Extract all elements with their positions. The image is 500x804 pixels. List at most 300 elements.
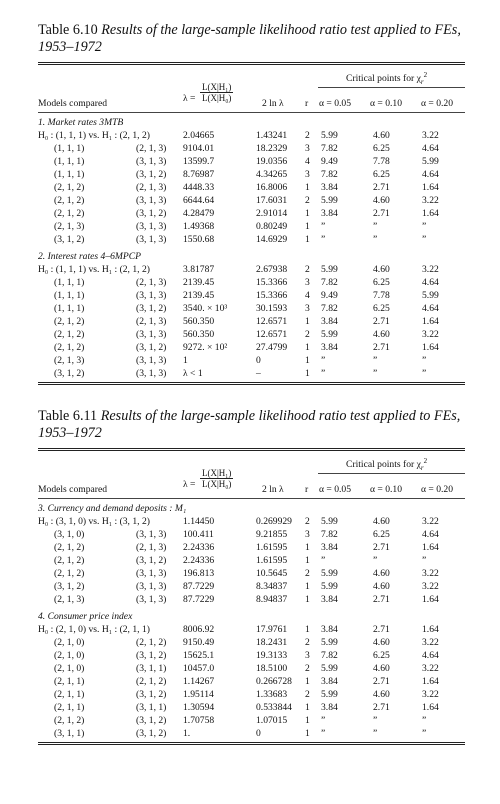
alpha-005-cell: 3.84 xyxy=(321,542,338,553)
model-h0-cell: (2, 1, 1) xyxy=(54,689,85,700)
two-ln-lambda-cell: 19.0356 xyxy=(256,156,288,167)
two-ln-lambda-cell: 14.6929 xyxy=(256,234,288,245)
r-cell: 1 xyxy=(305,208,310,219)
alpha-005-cell: 7.82 xyxy=(321,143,338,154)
model-h0-cell: H₀ : (3, 1, 0) vs. H₁ : (3, 1, 2) xyxy=(38,516,150,527)
alpha-010-cell: ” xyxy=(373,355,378,366)
alpha-005-cell: 7.82 xyxy=(321,169,338,180)
alpha-010-cell: 4.60 xyxy=(373,329,390,340)
alpha-005-cell: 5.99 xyxy=(321,689,338,700)
alpha-020-cell: 3.22 xyxy=(422,516,439,527)
alpha-010-cell: 6.25 xyxy=(373,650,390,661)
alpha-010-cell: 6.25 xyxy=(373,303,390,314)
model-h0-cell: (3, 1, 2) xyxy=(54,234,85,245)
lambda-numerator: L(X|H₁) xyxy=(202,468,232,478)
model-h0-cell: (2, 1, 0) xyxy=(54,637,85,648)
col-alpha-020: α = 0.20 xyxy=(421,484,454,495)
model-h0-cell: (1, 1, 1) xyxy=(54,143,85,154)
header-rule xyxy=(38,498,465,499)
r-cell: 3 xyxy=(305,529,310,540)
model-h0-cell: (2, 1, 2) xyxy=(54,195,85,206)
critical-points-rule xyxy=(318,473,465,474)
lambda-denominator: L(X|H₀) xyxy=(202,479,232,489)
two-ln-lambda-cell: 18.2329 xyxy=(256,143,288,154)
alpha-005-cell: ” xyxy=(321,355,326,366)
model-h0-cell: (1, 1, 1) xyxy=(54,156,85,167)
two-ln-lambda-cell: 15.3366 xyxy=(256,277,288,288)
r-cell: 2 xyxy=(305,516,310,527)
two-ln-lambda-cell: 4.34265 xyxy=(256,169,288,180)
alpha-020-cell: 3.22 xyxy=(422,195,439,206)
alpha-020-cell: 5.99 xyxy=(422,290,439,301)
alpha-020-cell: 1.64 xyxy=(422,594,439,605)
lambda-cell: 1. xyxy=(183,728,191,739)
table-caption-line1: Results of the large-sample likelihood ratio test applied to FEs, xyxy=(100,408,461,424)
table-caption-line1: Results of the large-sample likelihood ratio test applied to FEs, xyxy=(101,22,461,38)
lambda-fraction xyxy=(200,82,233,103)
alpha-010-cell: ” xyxy=(373,368,378,379)
model-h1-cell: (3, 1, 1) xyxy=(136,663,167,674)
alpha-020-cell: ” xyxy=(422,555,427,566)
r-cell: 2 xyxy=(305,195,310,206)
model-h1-cell: (3, 1, 2) xyxy=(136,728,167,739)
lambda-cell: 560.350 xyxy=(183,329,215,340)
col-r: r xyxy=(305,98,309,109)
model-h0-cell: (2, 1, 2) xyxy=(54,182,85,193)
lambda-cell: 1.49368 xyxy=(183,221,215,232)
alpha-020-cell: 1.64 xyxy=(422,208,439,219)
lambda-cell: 9104.01 xyxy=(183,143,215,154)
lambda-cell: 2.24336 xyxy=(183,555,215,566)
model-h1-cell: (3, 1, 3) xyxy=(136,156,167,167)
model-h1-cell: (3, 1, 3) xyxy=(136,221,167,232)
two-ln-lambda-cell: 0.533844 xyxy=(256,702,292,713)
two-ln-lambda-cell: 2.91014 xyxy=(256,208,288,219)
r-cell: 1 xyxy=(305,594,310,605)
alpha-020-cell: 1.64 xyxy=(422,316,439,327)
model-h1-cell: (2, 1, 3) xyxy=(136,316,167,327)
r-cell: 1 xyxy=(305,355,310,366)
alpha-020-cell: 4.64 xyxy=(422,529,439,540)
lambda-cell: 3540. × 10³ xyxy=(183,303,228,314)
col-alpha-005: α = 0.05 xyxy=(319,484,352,495)
model-h0-cell: (2, 1, 3) xyxy=(54,221,85,232)
alpha-005-cell: 9.49 xyxy=(321,156,338,167)
section-4-title: 4. Consumer price index xyxy=(38,611,133,622)
alpha-010-cell: ” xyxy=(373,555,378,566)
lambda-cell: 1.14450 xyxy=(183,516,215,527)
lambda-cell: 8006.92 xyxy=(183,624,215,635)
alpha-020-cell: 3.22 xyxy=(422,329,439,340)
two-ln-lambda-cell: 8.34837 xyxy=(256,581,288,592)
alpha-020-cell: 3.22 xyxy=(422,637,439,648)
lambda-cell: 87.7229 xyxy=(183,594,215,605)
r-cell: 1 xyxy=(305,624,310,635)
two-ln-lambda-cell: – xyxy=(256,368,261,379)
model-h0-cell: (1, 1, 1) xyxy=(54,290,85,301)
alpha-020-cell: 3.22 xyxy=(422,689,439,700)
r-cell: 3 xyxy=(305,650,310,661)
model-h0-cell: (2, 1, 2) xyxy=(54,555,85,566)
table-caption-line2: 1953–1972 xyxy=(38,425,102,441)
alpha-020-cell: ” xyxy=(422,368,427,379)
alpha-010-cell: 4.60 xyxy=(373,637,390,648)
alpha-020-cell: 3.22 xyxy=(422,264,439,275)
model-h1-cell: (2, 1, 3) xyxy=(136,182,167,193)
alpha-005-cell: 5.99 xyxy=(321,329,338,340)
col-alpha-010: α = 0.10 xyxy=(370,484,403,495)
r-cell: 3 xyxy=(305,169,310,180)
alpha-005-cell: 7.82 xyxy=(321,277,338,288)
r-cell: 2 xyxy=(305,568,310,579)
two-ln-lambda-cell: 0 xyxy=(256,728,261,739)
alpha-010-cell: 4.60 xyxy=(373,195,390,206)
alpha-005-cell: 5.99 xyxy=(321,195,338,206)
lambda-cell: 4448.33 xyxy=(183,182,215,193)
r-cell: 1 xyxy=(305,581,310,592)
r-cell: 2 xyxy=(305,264,310,275)
model-h0-cell: (2, 1, 2) xyxy=(54,715,85,726)
r-cell: 1 xyxy=(305,702,310,713)
col-alpha-020: α = 0.20 xyxy=(421,98,454,109)
model-h1-cell: (3, 1, 3) xyxy=(136,329,167,340)
model-h1-cell: (3, 1, 3) xyxy=(136,529,167,540)
alpha-005-cell: 3.84 xyxy=(321,702,338,713)
alpha-005-cell: 5.99 xyxy=(321,516,338,527)
two-ln-lambda-cell: 19.3133 xyxy=(256,650,288,661)
alpha-005-cell: 5.99 xyxy=(321,581,338,592)
alpha-010-cell: 2.71 xyxy=(373,624,390,635)
lambda-cell: 196.813 xyxy=(183,568,215,579)
alpha-005-cell: 5.99 xyxy=(321,663,338,674)
alpha-010-cell: 4.60 xyxy=(373,516,390,527)
lambda-cell: 1.95114 xyxy=(183,689,214,700)
model-h1-cell: (2, 1, 3) xyxy=(136,542,167,553)
alpha-020-cell: ” xyxy=(422,234,427,245)
alpha-005-cell: 5.99 xyxy=(321,264,338,275)
alpha-020-cell: 4.64 xyxy=(422,650,439,661)
model-h0-cell: H₀ : (1, 1, 1) vs. H₁ : (2, 1, 2) xyxy=(38,264,150,275)
alpha-005-cell: 7.82 xyxy=(321,529,338,540)
model-h1-cell: (3, 1, 3) xyxy=(136,234,167,245)
alpha-005-cell: ” xyxy=(321,728,326,739)
alpha-020-cell: 4.64 xyxy=(422,143,439,154)
alpha-020-cell: 5.99 xyxy=(422,156,439,167)
model-h1-cell: (3, 1, 3) xyxy=(136,290,167,301)
lambda-cell: 1.70758 xyxy=(183,715,215,726)
alpha-010-cell: 2.71 xyxy=(373,702,390,713)
model-h0-cell: (2, 1, 2) xyxy=(54,542,85,553)
alpha-005-cell: 3.84 xyxy=(321,182,338,193)
alpha-005-cell: ” xyxy=(321,555,326,566)
two-ln-lambda-cell: 8.94837 xyxy=(256,594,288,605)
table-6-11-title xyxy=(38,408,478,442)
r-cell: 1 xyxy=(305,715,310,726)
r-cell: 1 xyxy=(305,342,310,353)
table-number: Table 6.10 xyxy=(38,22,98,38)
col-2lnlambda: 2 ln λ xyxy=(262,98,284,109)
lambda-cell: 10457.0 xyxy=(183,663,215,674)
alpha-005-cell: 3.84 xyxy=(321,342,338,353)
lambda-fraction xyxy=(200,468,233,489)
lambda-cell: 1 xyxy=(183,355,188,366)
model-h0-cell: H₀ : (2, 1, 0) vs. H₁ : (2, 1, 1) xyxy=(38,624,150,635)
lambda-cell: 2139.45 xyxy=(183,290,215,301)
alpha-005-cell: 7.82 xyxy=(321,303,338,314)
critical-points-rule xyxy=(318,87,465,88)
alpha-005-cell: 3.84 xyxy=(321,316,338,327)
col-r: r xyxy=(305,484,309,495)
critical-points-header: Critical points for $\chi_r^2$ xyxy=(346,71,428,87)
model-h0-cell: (2, 1, 3) xyxy=(54,594,85,605)
model-h1-cell: (3, 1, 2) xyxy=(136,689,167,700)
model-h0-cell: (2, 1, 2) xyxy=(54,568,85,579)
r-cell: 1 xyxy=(305,555,310,566)
model-h0-cell: (2, 1, 2) xyxy=(54,329,85,340)
lambda-cell: 6644.64 xyxy=(183,195,215,206)
alpha-020-cell: 3.22 xyxy=(422,581,439,592)
alpha-010-cell: 6.25 xyxy=(373,277,390,288)
model-h1-cell: (2, 1, 3) xyxy=(136,277,167,288)
alpha-005-cell: 5.99 xyxy=(321,568,338,579)
lambda-denominator: L(X|H₀) xyxy=(202,93,232,103)
r-cell: 2 xyxy=(305,663,310,674)
critical-points-header: Critical points for $\chi_r^2$ xyxy=(346,457,428,473)
alpha-010-cell: ” xyxy=(373,221,378,232)
section-2-title: 2. Interest rates 4–6MPCP xyxy=(38,251,142,262)
alpha-005-cell: ” xyxy=(321,368,326,379)
alpha-005-cell: 7.82 xyxy=(321,650,338,661)
section-1-title: 1. Market rates 3MTB xyxy=(38,117,124,128)
lambda-cell: 1550.68 xyxy=(183,234,215,245)
two-ln-lambda-cell: 10.5645 xyxy=(256,568,288,579)
two-ln-lambda-cell: 1.07015 xyxy=(256,715,288,726)
two-ln-lambda-cell: 18.5100 xyxy=(256,663,288,674)
col-models-compared: Models compared xyxy=(38,98,108,109)
r-cell: 1 xyxy=(305,368,310,379)
two-ln-lambda-cell: 17.6031 xyxy=(256,195,288,206)
model-h1-cell: (3, 1, 2) xyxy=(136,342,167,353)
two-ln-lambda-cell: 1.61595 xyxy=(256,555,288,566)
alpha-020-cell: ” xyxy=(422,715,427,726)
alpha-005-cell: ” xyxy=(321,234,326,245)
two-ln-lambda-cell: 0 xyxy=(256,355,261,366)
alpha-020-cell: 3.22 xyxy=(422,568,439,579)
model-h0-cell: (3, 1, 2) xyxy=(54,368,85,379)
model-h0-cell: (2, 1, 1) xyxy=(54,702,85,713)
model-h1-cell: (3, 1, 1) xyxy=(136,702,167,713)
r-cell: 4 xyxy=(305,290,310,301)
alpha-010-cell: 2.71 xyxy=(373,342,390,353)
two-ln-lambda-cell: 2.67938 xyxy=(256,264,288,275)
two-ln-lambda-cell: 12.6571 xyxy=(256,316,288,327)
alpha-010-cell: 6.25 xyxy=(373,169,390,180)
col-2lnlambda: 2 ln λ xyxy=(262,484,284,495)
lambda-eq: λ = xyxy=(183,93,196,104)
r-cell: 2 xyxy=(305,689,310,700)
lambda-cell: λ < 1 xyxy=(183,368,203,379)
alpha-010-cell: 2.71 xyxy=(373,594,390,605)
alpha-020-cell: 1.64 xyxy=(422,542,439,553)
alpha-010-cell: ” xyxy=(373,728,378,739)
two-ln-lambda-cell: 30.1593 xyxy=(256,303,288,314)
two-ln-lambda-cell: 18.2431 xyxy=(256,637,288,648)
lambda-cell: 1.14267 xyxy=(183,676,215,687)
r-cell: 3 xyxy=(305,303,310,314)
r-cell: 2 xyxy=(305,637,310,648)
model-h0-cell: (3, 1, 2) xyxy=(54,581,85,592)
r-cell: 1 xyxy=(305,728,310,739)
table-6-10-title xyxy=(38,22,478,56)
model-h0-cell: (3, 1, 0) xyxy=(54,529,85,540)
model-h1-cell: (3, 1, 2) xyxy=(136,169,167,180)
alpha-020-cell: 1.64 xyxy=(422,702,439,713)
alpha-010-cell: ” xyxy=(373,234,378,245)
alpha-005-cell: ” xyxy=(321,715,326,726)
alpha-010-cell: 2.71 xyxy=(373,542,390,553)
table-number: Table 6.11 xyxy=(38,408,98,424)
alpha-010-cell: 4.60 xyxy=(373,264,390,275)
model-h1-cell: (2, 1, 3) xyxy=(136,143,167,154)
lambda-cell: 100.411 xyxy=(183,529,214,540)
two-ln-lambda-cell: 16.8006 xyxy=(256,182,288,193)
two-ln-lambda-cell: 0.80249 xyxy=(256,221,288,232)
model-h1-cell: (3, 1, 2) xyxy=(136,303,167,314)
model-h1-cell: (2, 1, 2) xyxy=(136,637,167,648)
lambda-numerator: L(X|H₁) xyxy=(202,82,232,92)
alpha-005-cell: 3.84 xyxy=(321,676,338,687)
two-ln-lambda-cell: 0.266728 xyxy=(256,676,292,687)
model-h0-cell: (2, 1, 2) xyxy=(54,316,85,327)
alpha-010-cell: 6.25 xyxy=(373,529,390,540)
alpha-005-cell: 5.99 xyxy=(321,637,338,648)
two-ln-lambda-cell: 9.21855 xyxy=(256,529,288,540)
lambda-cell: 4.28479 xyxy=(183,208,215,219)
lambda-cell: 87.7229 xyxy=(183,581,215,592)
lambda-cell: 1.30594 xyxy=(183,702,215,713)
model-h1-cell: (3, 1, 2) xyxy=(136,208,167,219)
col-models-compared: Models compared xyxy=(38,484,108,495)
model-h0-cell: (1, 1, 1) xyxy=(54,277,85,288)
two-ln-lambda-cell: 12.6571 xyxy=(256,329,288,340)
two-ln-lambda-cell: 15.3366 xyxy=(256,290,288,301)
table-caption-line2: 1953–1972 xyxy=(38,39,102,55)
alpha-020-cell: 4.64 xyxy=(422,169,439,180)
model-h1-cell: (3, 1, 3) xyxy=(136,368,167,379)
model-h0-cell: (1, 1, 1) xyxy=(54,169,85,180)
model-h0-cell: (2, 1, 0) xyxy=(54,650,85,661)
lambda-cell: 9272. × 10² xyxy=(183,342,228,353)
alpha-010-cell: ” xyxy=(373,715,378,726)
r-cell: 2 xyxy=(305,329,310,340)
alpha-020-cell: 1.64 xyxy=(422,624,439,635)
model-h1-cell: (3, 1, 2) xyxy=(136,650,167,661)
r-cell: 1 xyxy=(305,316,310,327)
alpha-005-cell: 3.84 xyxy=(321,594,338,605)
alpha-010-cell: 4.60 xyxy=(373,663,390,674)
model-h0-cell: (3, 1, 1) xyxy=(54,728,85,739)
two-ln-lambda-cell: 1.43241 xyxy=(256,130,288,141)
alpha-010-cell: 7.78 xyxy=(373,156,390,167)
alpha-005-cell: 3.84 xyxy=(321,624,338,635)
r-cell: 1 xyxy=(305,542,310,553)
model-h1-cell: (2, 1, 2) xyxy=(136,676,167,687)
alpha-020-cell: 1.64 xyxy=(422,676,439,687)
r-cell: 3 xyxy=(305,143,310,154)
model-h1-cell: (3, 1, 2) xyxy=(136,715,167,726)
model-h0-cell: (2, 1, 2) xyxy=(54,342,85,353)
alpha-010-cell: 4.60 xyxy=(373,568,390,579)
r-cell: 1 xyxy=(305,182,310,193)
alpha-010-cell: 4.60 xyxy=(373,689,390,700)
section-3-title: 3. Currency and demand deposits : M₁ xyxy=(38,503,187,514)
two-ln-lambda-cell: 1.33683 xyxy=(256,689,288,700)
model-h0-cell: (2, 1, 1) xyxy=(54,676,85,687)
alpha-005-cell: ” xyxy=(321,221,326,232)
alpha-005-cell: 9.49 xyxy=(321,290,338,301)
alpha-020-cell: 4.64 xyxy=(422,277,439,288)
col-alpha-005: α = 0.05 xyxy=(319,98,352,109)
alpha-010-cell: 2.71 xyxy=(373,208,390,219)
model-h0-cell: (2, 1, 3) xyxy=(54,355,85,366)
lambda-cell: 8.76987 xyxy=(183,169,215,180)
model-h1-cell: (3, 1, 3) xyxy=(136,581,167,592)
model-h1-cell: (3, 1, 2) xyxy=(136,555,167,566)
top-double-rule xyxy=(38,62,465,65)
bottom-double-rule xyxy=(38,382,465,385)
lambda-cell: 2.24336 xyxy=(183,542,215,553)
alpha-020-cell: 4.64 xyxy=(422,303,439,314)
model-h0-cell: (2, 1, 2) xyxy=(54,208,85,219)
alpha-010-cell: 2.71 xyxy=(373,182,390,193)
model-h0-cell: (1, 1, 1) xyxy=(54,303,85,314)
model-h0-cell: (2, 1, 0) xyxy=(54,663,85,674)
lambda-cell: 2139.45 xyxy=(183,277,215,288)
r-cell: 2 xyxy=(305,130,310,141)
alpha-010-cell: 4.60 xyxy=(373,130,390,141)
r-cell: 1 xyxy=(305,234,310,245)
two-ln-lambda-cell: 1.61595 xyxy=(256,542,288,553)
lambda-cell: 15625.1 xyxy=(183,650,215,661)
alpha-020-cell: 3.22 xyxy=(422,130,439,141)
top-double-rule xyxy=(38,448,465,451)
alpha-020-cell: ” xyxy=(422,355,427,366)
alpha-010-cell: 2.71 xyxy=(373,676,390,687)
lambda-cell: 13599.7 xyxy=(183,156,215,167)
two-ln-lambda-cell: 0.269929 xyxy=(256,516,292,527)
model-h1-cell: (3, 1, 3) xyxy=(136,195,167,206)
alpha-005-cell: 5.99 xyxy=(321,130,338,141)
model-h1-cell: (3, 1, 3) xyxy=(136,594,167,605)
lambda-eq: λ = xyxy=(183,479,196,490)
r-cell: 3 xyxy=(305,277,310,288)
alpha-020-cell: ” xyxy=(422,728,427,739)
alpha-010-cell: 6.25 xyxy=(373,143,390,154)
alpha-010-cell: 4.60 xyxy=(373,581,390,592)
r-cell: 1 xyxy=(305,221,310,232)
col-alpha-010: α = 0.10 xyxy=(370,98,403,109)
two-ln-lambda-cell: 17.9761 xyxy=(256,624,288,635)
alpha-005-cell: 3.84 xyxy=(321,208,338,219)
alpha-020-cell: 1.64 xyxy=(422,182,439,193)
two-ln-lambda-cell: 27.4799 xyxy=(256,342,288,353)
lambda-cell: 9150.49 xyxy=(183,637,215,648)
alpha-020-cell: 3.22 xyxy=(422,663,439,674)
header-rule xyxy=(38,112,465,113)
lambda-cell: 3.81787 xyxy=(183,264,215,275)
r-cell: 4 xyxy=(305,156,310,167)
alpha-010-cell: 2.71 xyxy=(373,316,390,327)
